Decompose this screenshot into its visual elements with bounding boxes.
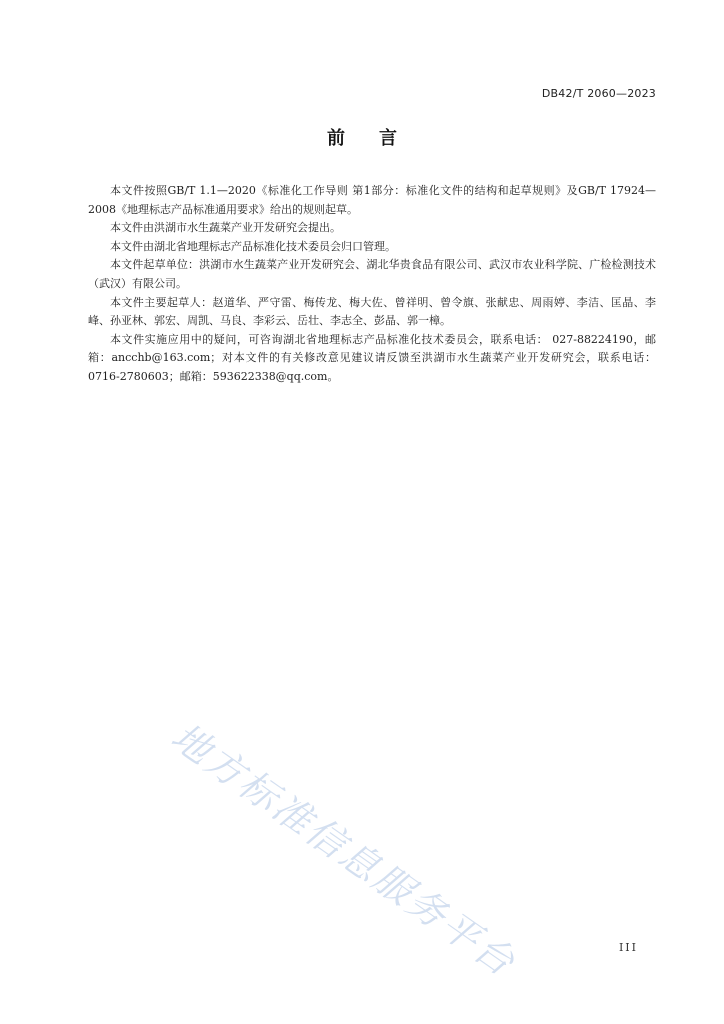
document-code: DB42/T 2060—2023 — [541, 87, 656, 100]
page-number: III — [618, 941, 638, 954]
paragraph-drafting-units: 本文件起草单位：洪湖市水生蔬菜产业开发研究会、湖北华贵食品有限公司、武汉市农业科学院、广检检测技术（武汉）有限公司。 — [88, 258, 656, 290]
paragraph-drafters: 本文件主要起草人：赵道华、严守雷、梅传龙、梅大佐、曾祥明、曾令旗、张献忠、周雨婷、李洁、匡晶、李峰、孙亚林、郭宏、周凯、马良、李彩云、岳壮、李志全、彭晶、郭一樟。 — [88, 295, 656, 328]
paragraph-proposer: 本文件由洪湖市水生蔬菜产业开发研究会提出。 — [110, 221, 341, 235]
paragraph-administrator: 本文件由湖北省地理标志产品标准化技术委员会归口管理。 — [110, 239, 396, 253]
paragraph-drafting-rules: 本文件按照GB/T 1.1—2020《标准化工作导则 第1部分：标准化文件的结构和起草规则》及GB/T 17924—2008《地理标志产品标准通用要求》给出的规则起草。 — [88, 184, 656, 216]
section-heading: 前言 — [327, 128, 431, 149]
watermark-text: 地方标准信息服务平台 — [163, 714, 525, 986]
paragraph-contact: 本文件实施应用中的疑问，可咨询湖北省地理标志产品标准化技术委员会，联系电话： 027-88224190，邮箱：ancchb@163.com；对本文件的有关修改意见建议请反馈至洪湖市水生蔬菜产业开发研究会，联系电话：0716-2780603；邮箱：593622338@qq.com。 — [88, 332, 656, 383]
foreword-body — [88, 182, 656, 387]
